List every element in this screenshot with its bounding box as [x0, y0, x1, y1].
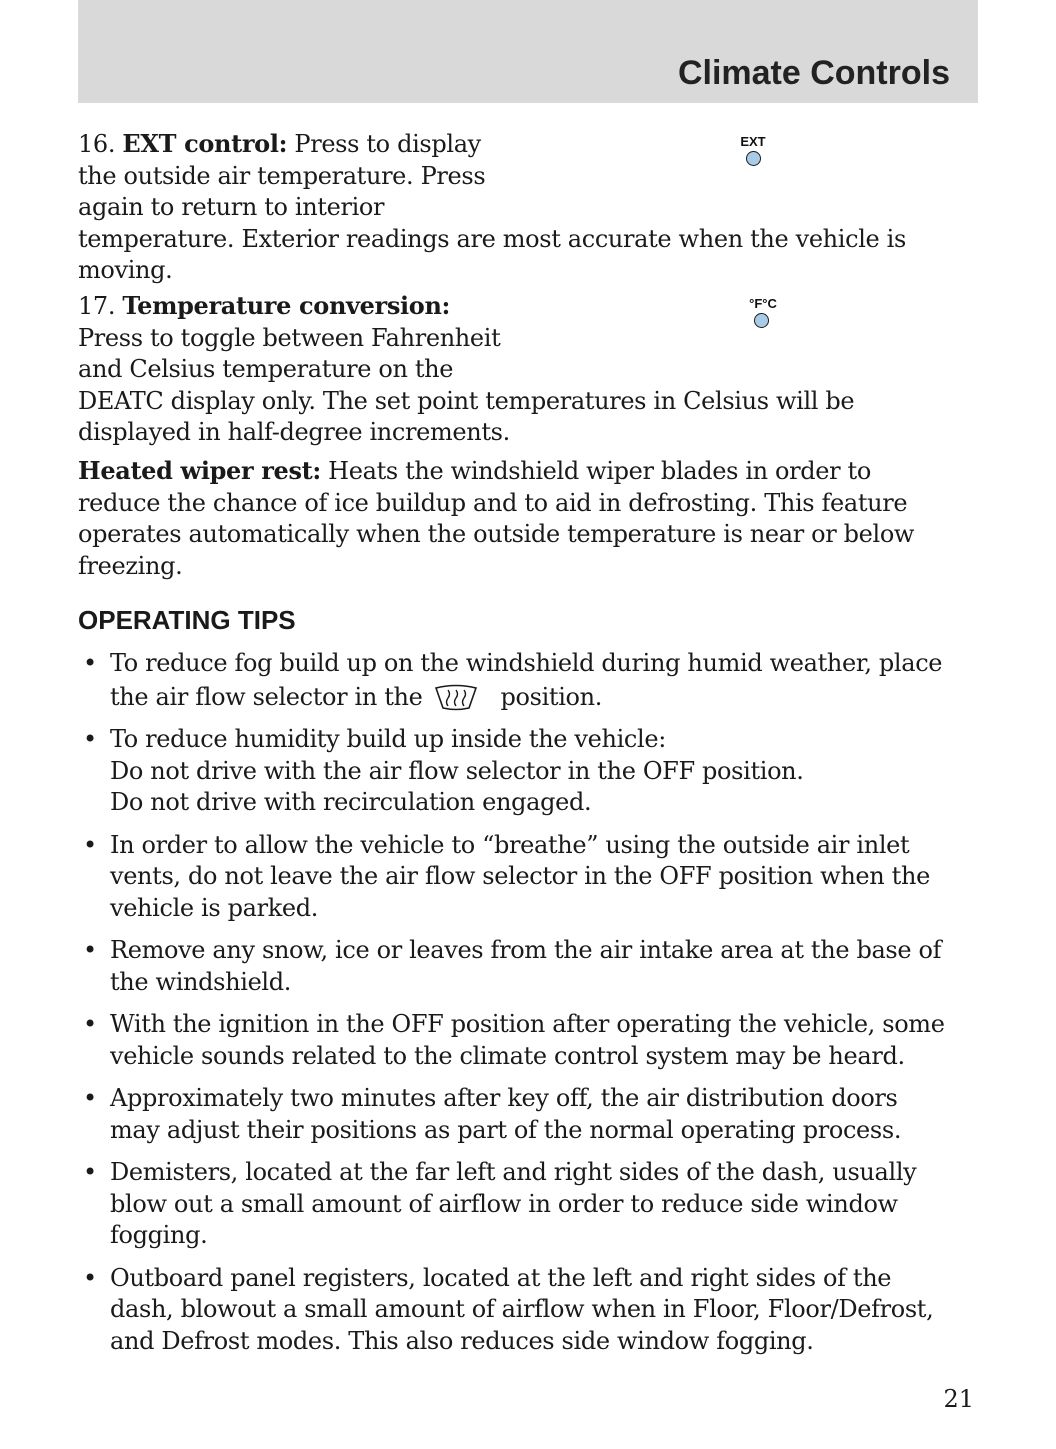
bullet-icon: •: [83, 936, 97, 964]
bullet-icon: •: [83, 830, 97, 859]
list-item: • Demisters, located at the far left and right sides of the dash, usually blow out a small amount of airflow in order to reduce side window fogging.: [83, 1158, 917, 1249]
operating-tips-heading: OPERATING TIPS: [78, 605, 296, 635]
item-text: moving.: [78, 256, 173, 284]
item-text: freezing.: [78, 551, 183, 580]
item-text: again to return to interior: [78, 193, 385, 221]
list-item: • Approximately two minutes after key off, the air distribution doors may adjust their positions as part of the normal operating process.: [83, 1084, 902, 1144]
button-dot-icon: [754, 313, 769, 328]
item-text: Press to toggle between Fahrenheit: [78, 323, 501, 352]
list-item: • With the ignition in the OFF position after operating the vehicle, some vehicle sounds related to the climate control system may be heard.: [83, 1010, 945, 1070]
ext-control-paragraph: [78, 128, 978, 287]
item-text: operates automatically when the outside temperature is near or below: [78, 520, 915, 548]
bullet-icon: •: [83, 1263, 97, 1292]
f-c-label: °F°C: [749, 296, 777, 311]
list-item: • To reduce fog build up on the windshield during humid weather, place the air flow selector in the position.: [83, 649, 943, 711]
bullet-icon: •: [83, 725, 97, 753]
page-number: 21: [943, 1385, 974, 1413]
section-title: Climate Controls: [677, 54, 950, 92]
ext-button-icon: [736, 134, 770, 166]
heated-wiper-paragraph: [78, 455, 978, 582]
item-text: reduce the chance of ice buildup and to aid in defrosting. This feature: [78, 488, 908, 517]
item-number: 17.: [78, 292, 116, 320]
windshield-defrost-icon: [433, 684, 479, 712]
item-text: Press to display: [294, 130, 481, 158]
item-label: EXT control:: [122, 129, 288, 158]
list-item: • Remove any snow, ice or leaves from the air intake area at the base of the windshield.: [83, 936, 942, 996]
list-item: • In order to allow the vehicle to “breathe” using the outside air inlet vents, do not leave the air flow selector in the OFF position when the vehicle is parked.: [83, 830, 930, 922]
list-item: • To reduce humidity build up inside the vehicle: Do not drive with the air flow selector in the OFF position. Do not drive with recirculation engaged.: [83, 725, 804, 816]
ext-label: EXT: [740, 134, 766, 149]
temperature-conversion-paragraph: [78, 290, 978, 449]
item-label: Heated wiper rest:: [78, 456, 321, 485]
bullet-icon: •: [83, 1010, 97, 1038]
header-bar: [78, 0, 978, 103]
bullet-icon: •: [83, 1084, 97, 1112]
bullet-icon: •: [83, 1158, 97, 1186]
bullet-icon: •: [83, 649, 97, 677]
item-number: 16.: [78, 130, 116, 158]
item-label: Temperature conversion:: [122, 291, 451, 320]
item-text: the outside air temperature. Press: [78, 161, 486, 190]
item-text: displayed in half-degree increments.: [78, 418, 510, 446]
item-text: Heats the windshield wiper blades in order to: [328, 457, 871, 485]
item-text: temperature. Exterior readings are most accurate when the vehicle is: [78, 224, 906, 253]
item-text: and Celsius temperature on the: [78, 355, 454, 383]
item-text: DEATC display only. The set point temperatures in Celsius will be: [78, 386, 855, 415]
button-dot-icon: [746, 151, 761, 166]
list-item: • Outboard panel registers, located at the left and right sides of the dash, blowout a small amount of airflow when in Floor, Floor/Defrost, and Defrost modes. This also reduces side window fogging.: [83, 1263, 934, 1355]
operating-tips-list: [78, 648, 978, 1368]
fahrenheit-celsius-button-icon: [744, 296, 782, 328]
